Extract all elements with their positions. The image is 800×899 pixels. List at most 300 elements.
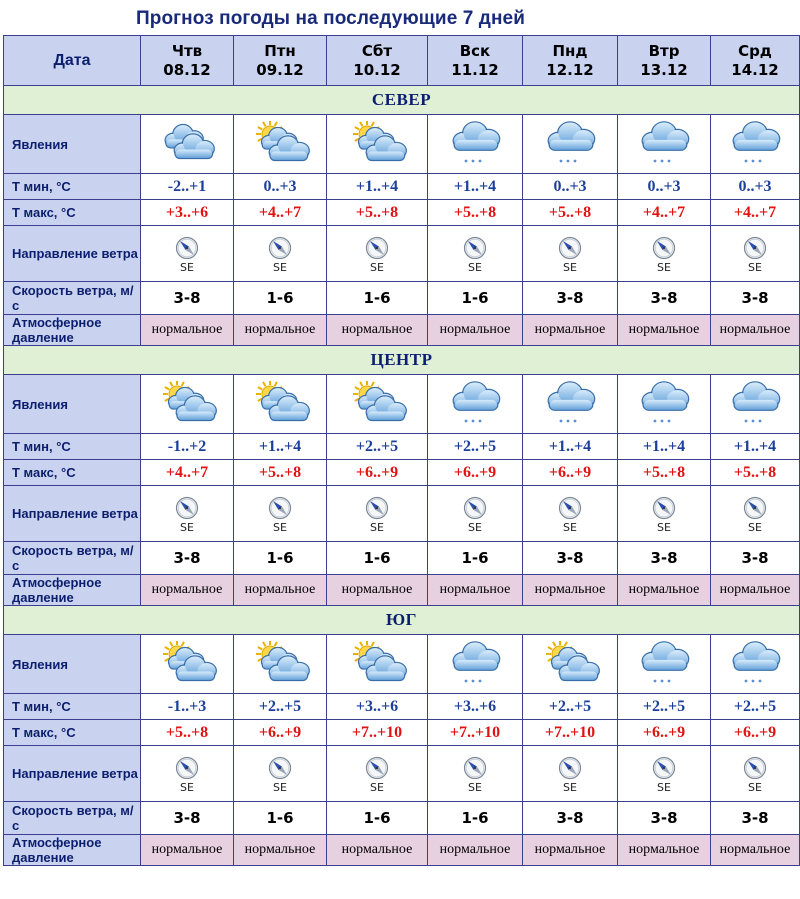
weather-cell <box>327 375 428 434</box>
day-name: Птн <box>264 41 296 60</box>
tmax-cell <box>234 720 327 746</box>
tmin-value: +1..+4 <box>453 177 497 195</box>
wind-direction-value: SE <box>370 780 384 794</box>
tmin-cell <box>618 694 711 720</box>
compass-icon <box>523 756 617 780</box>
tmin-cell <box>428 174 523 200</box>
row-label: Т макс, °С <box>4 200 141 226</box>
wind-direction-row <box>4 746 800 802</box>
compass-icon <box>234 756 326 780</box>
tmax-value: +6..+9 <box>258 723 302 741</box>
day-header <box>711 36 800 86</box>
wind-direction-cell <box>523 746 618 802</box>
weather-cell <box>141 115 234 174</box>
wind-direction-cell <box>618 746 711 802</box>
wind-speed-value: 1-6 <box>266 808 294 827</box>
partly-sunny-cloudy-icon <box>327 121 427 167</box>
wind-speed-value: 3-8 <box>556 288 584 307</box>
tmin-value: -2..+1 <box>167 177 207 195</box>
tmax-cell <box>711 720 800 746</box>
wind-direction-value: SE <box>748 260 762 274</box>
wind-speed-cell <box>327 802 428 835</box>
partly-sunny-cloudy-icon <box>234 121 326 167</box>
wind-speed-cell <box>523 802 618 835</box>
cloud-light-snow-icon <box>711 121 799 167</box>
tmin-cell <box>141 174 234 200</box>
cloud-light-snow-icon <box>618 381 710 427</box>
row-label: Т макс, °С <box>4 460 141 486</box>
pressure-row <box>4 575 800 606</box>
wind-speed-cell <box>618 802 711 835</box>
pressure-cell: нормальное <box>523 835 618 866</box>
pressure-cell: нормальное <box>428 835 523 866</box>
wind-direction-cell <box>618 486 711 542</box>
tmax-value: +6..+9 <box>733 723 777 741</box>
wind-speed-cell <box>234 282 327 315</box>
weather-cell <box>523 375 618 434</box>
pressure-cell: нормальное <box>327 575 428 606</box>
compass-icon <box>141 756 233 780</box>
day-name: Вск <box>459 41 491 60</box>
wind-direction-value: SE <box>180 260 194 274</box>
tmax-value: +4..+7 <box>165 463 209 481</box>
tmax-cell <box>618 720 711 746</box>
day-header <box>141 36 234 86</box>
wind-speed-value: 3-8 <box>173 808 201 827</box>
tmin-cell <box>327 434 428 460</box>
tmin-cell <box>711 694 800 720</box>
wind-direction-cell <box>327 486 428 542</box>
tmax-value: +4..+7 <box>733 203 777 221</box>
tmin-value: +3..+6 <box>453 697 497 715</box>
wind-speed-cell <box>618 542 711 575</box>
wind-speed-cell <box>428 802 523 835</box>
row-label: Т мин, °С <box>4 434 141 460</box>
pressure-cell: нормальное <box>618 575 711 606</box>
compass-icon <box>428 236 522 260</box>
wind-speed-value: 1-6 <box>363 548 391 567</box>
region-row <box>4 606 800 635</box>
pressure-cell: нормальное <box>711 575 800 606</box>
pressure-cell: нормальное <box>428 315 523 346</box>
cloud-light-snow-icon <box>428 641 522 687</box>
tmin-value: +2..+5 <box>258 697 302 715</box>
pressure-row <box>4 315 800 346</box>
wind-speed-cell <box>711 542 800 575</box>
wind-speed-value: 1-6 <box>461 548 489 567</box>
wind-direction-cell <box>141 746 234 802</box>
compass-icon <box>523 496 617 520</box>
wind-direction-value: SE <box>468 780 482 794</box>
wind-direction-value: SE <box>273 260 287 274</box>
tmin-cell <box>234 434 327 460</box>
partly-sunny-cloudy-icon <box>141 381 233 427</box>
tmin-value: +1..+4 <box>548 437 592 455</box>
weather-cell <box>523 115 618 174</box>
row-label: Т мин, °С <box>4 694 141 720</box>
row-label: Т мин, °С <box>4 174 141 200</box>
tmin-value: +1..+4 <box>642 437 686 455</box>
region-row <box>4 346 800 375</box>
wind-speed-value: 3-8 <box>173 548 201 567</box>
weather-cell <box>141 375 234 434</box>
row-label: Т макс, °С <box>4 720 141 746</box>
compass-icon <box>523 236 617 260</box>
tmax-cell <box>234 200 327 226</box>
compass-icon <box>141 236 233 260</box>
cloudy-icon <box>141 121 233 167</box>
day-date: 12.12 <box>546 60 594 79</box>
pressure-cell: нормальное <box>327 315 428 346</box>
date-header-label: Дата <box>4 36 141 86</box>
row-label: Атмосферное давление <box>4 315 141 346</box>
weather-cell <box>234 635 327 694</box>
tmax-cell <box>618 200 711 226</box>
row-label: Явления <box>4 635 141 694</box>
tmin-cell <box>618 434 711 460</box>
row-label: Явления <box>4 115 141 174</box>
tmin-cell <box>523 694 618 720</box>
wind-speed-cell <box>141 542 234 575</box>
wind-speed-cell <box>618 282 711 315</box>
tmin-row <box>4 434 800 460</box>
weather-cell <box>428 375 523 434</box>
tmax-cell <box>234 460 327 486</box>
cloud-light-snow-icon <box>711 641 799 687</box>
wind-direction-value: SE <box>563 260 577 274</box>
tmax-value: +4..+7 <box>258 203 302 221</box>
tmin-cell <box>711 174 800 200</box>
tmax-row <box>4 460 800 486</box>
wind-direction-cell <box>141 486 234 542</box>
tmax-cell <box>428 720 523 746</box>
wind-speed-value: 3-8 <box>741 808 769 827</box>
compass-icon <box>234 236 326 260</box>
wind-direction-value: SE <box>657 260 671 274</box>
tmax-cell <box>327 460 428 486</box>
tmin-value: 0..+3 <box>263 177 297 195</box>
pressure-row <box>4 835 800 866</box>
wind-direction-cell <box>327 746 428 802</box>
pressure-cell: нормальное <box>711 315 800 346</box>
pressure-cell: нормальное <box>428 575 523 606</box>
wind-speed-cell <box>141 282 234 315</box>
compass-icon <box>618 496 710 520</box>
tmax-cell <box>711 200 800 226</box>
wind-direction-value: SE <box>273 520 287 534</box>
tmin-cell <box>327 694 428 720</box>
tmax-cell <box>711 460 800 486</box>
wind-direction-cell <box>618 226 711 282</box>
row-label: Атмосферное давление <box>4 835 141 866</box>
weather-cell <box>523 635 618 694</box>
tmax-value: +7..+10 <box>544 723 596 741</box>
tmax-cell <box>523 460 618 486</box>
weather-cell <box>428 635 523 694</box>
region-title: ЮГ <box>4 606 800 635</box>
tmin-value: 0..+3 <box>647 177 681 195</box>
wind-direction-cell <box>327 226 428 282</box>
wind-direction-cell <box>523 486 618 542</box>
tmin-cell <box>234 174 327 200</box>
wind-direction-value: SE <box>468 520 482 534</box>
partly-sunny-cloudy-icon <box>327 381 427 427</box>
wind-speed-cell <box>711 802 800 835</box>
wind-speed-value: 3-8 <box>173 288 201 307</box>
weather-cell <box>618 635 711 694</box>
cloud-light-snow-icon <box>618 641 710 687</box>
wind-direction-value: SE <box>180 780 194 794</box>
weather-cell <box>428 115 523 174</box>
tmax-value: +5..+8 <box>165 723 209 741</box>
wind-direction-value: SE <box>370 260 384 274</box>
weather-cell <box>711 375 800 434</box>
header-row <box>4 36 800 86</box>
tmax-value: +6..+9 <box>642 723 686 741</box>
wind-direction-value: SE <box>273 780 287 794</box>
day-date: 10.12 <box>353 60 401 79</box>
wind-direction-value: SE <box>563 780 577 794</box>
wind-speed-value: 3-8 <box>556 548 584 567</box>
compass-icon <box>618 236 710 260</box>
day-header <box>618 36 711 86</box>
compass-icon <box>711 756 799 780</box>
compass-icon <box>618 756 710 780</box>
tmin-cell <box>141 434 234 460</box>
tmin-cell <box>523 174 618 200</box>
pressure-cell: нормальное <box>234 835 327 866</box>
tmax-cell <box>141 200 234 226</box>
wind-direction-value: SE <box>180 520 194 534</box>
day-date: 14.12 <box>731 60 779 79</box>
weather-cell <box>327 635 428 694</box>
tmax-value: +5..+8 <box>355 203 399 221</box>
tmax-row <box>4 200 800 226</box>
wind-speed-cell <box>327 282 428 315</box>
tmax-value: +5..+8 <box>258 463 302 481</box>
cloud-light-snow-icon <box>618 121 710 167</box>
wind-speed-cell <box>141 802 234 835</box>
compass-icon <box>327 496 427 520</box>
day-name: Чтв <box>171 41 203 60</box>
partly-sunny-cloudy-icon <box>234 641 326 687</box>
weather-cell <box>327 115 428 174</box>
wind-speed-row <box>4 802 800 835</box>
page-title: Прогноз погоды на последующие 7 дней <box>136 8 525 29</box>
wind-direction-value: SE <box>748 520 762 534</box>
wind-speed-value: 3-8 <box>741 288 769 307</box>
wind-speed-value: 3-8 <box>650 288 678 307</box>
tmin-value: +1..+4 <box>355 177 399 195</box>
compass-icon <box>711 236 799 260</box>
wind-direction-value: SE <box>563 520 577 534</box>
compass-icon <box>141 496 233 520</box>
phenomena-row <box>4 375 800 434</box>
day-header <box>428 36 523 86</box>
wind-direction-cell <box>141 226 234 282</box>
wind-speed-value: 1-6 <box>363 808 391 827</box>
wind-speed-value: 1-6 <box>363 288 391 307</box>
wind-direction-cell <box>523 226 618 282</box>
tmax-cell <box>141 460 234 486</box>
region-title: СЕВЕР <box>4 86 800 115</box>
tmin-row <box>4 694 800 720</box>
tmin-cell <box>234 694 327 720</box>
wind-direction-cell <box>428 486 523 542</box>
day-date: 09.12 <box>256 60 304 79</box>
weather-cell <box>618 115 711 174</box>
cloud-light-snow-icon <box>711 381 799 427</box>
day-date: 13.12 <box>640 60 688 79</box>
region-title: ЦЕНТР <box>4 346 800 375</box>
tmax-row <box>4 720 800 746</box>
wind-speed-value: 1-6 <box>461 808 489 827</box>
day-name: Пнд <box>552 41 588 60</box>
weather-cell <box>711 635 800 694</box>
day-header <box>523 36 618 86</box>
cloud-light-snow-icon <box>523 121 617 167</box>
row-label: Скорость ветра, м/с <box>4 542 141 575</box>
pressure-cell: нормальное <box>234 315 327 346</box>
tmin-value: +2..+5 <box>453 437 497 455</box>
tmax-value: +7..+10 <box>351 723 403 741</box>
pressure-cell: нормальное <box>141 315 234 346</box>
tmin-cell <box>428 694 523 720</box>
wind-speed-value: 3-8 <box>556 808 584 827</box>
tmax-value: +4..+7 <box>642 203 686 221</box>
tmax-value: +7..+10 <box>449 723 501 741</box>
wind-speed-value: 1-6 <box>461 288 489 307</box>
wind-speed-value: 1-6 <box>266 288 294 307</box>
partly-sunny-cloudy-icon <box>234 381 326 427</box>
cloud-light-snow-icon <box>428 381 522 427</box>
tmax-value: +5..+8 <box>642 463 686 481</box>
day-name: Втр <box>648 41 680 60</box>
tmin-value: -1..+2 <box>167 437 207 455</box>
wind-direction-row <box>4 226 800 282</box>
row-label: Направление ветра <box>4 746 141 802</box>
wind-speed-row <box>4 542 800 575</box>
tmin-cell <box>327 174 428 200</box>
weather-cell <box>141 635 234 694</box>
wind-speed-value: 3-8 <box>741 548 769 567</box>
wind-direction-cell <box>234 226 327 282</box>
tmin-value: 0..+3 <box>553 177 587 195</box>
day-name: Срд <box>738 41 772 60</box>
tmin-cell <box>618 174 711 200</box>
day-header <box>234 36 327 86</box>
day-name: Сбт <box>361 41 393 60</box>
compass-icon <box>327 236 427 260</box>
wind-direction-value: SE <box>468 260 482 274</box>
wind-speed-cell <box>523 282 618 315</box>
tmax-value: +3..+6 <box>165 203 209 221</box>
wind-speed-cell <box>327 542 428 575</box>
pressure-cell: нормальное <box>234 575 327 606</box>
wind-direction-value: SE <box>370 520 384 534</box>
tmax-cell <box>618 460 711 486</box>
tmax-cell <box>141 720 234 746</box>
compass-icon <box>234 496 326 520</box>
tmin-value: 0..+3 <box>738 177 772 195</box>
wind-direction-cell <box>711 746 800 802</box>
wind-direction-value: SE <box>748 780 762 794</box>
wind-speed-cell <box>428 282 523 315</box>
day-header <box>327 36 428 86</box>
row-label: Скорость ветра, м/с <box>4 802 141 835</box>
tmax-cell <box>523 720 618 746</box>
pressure-cell: нормальное <box>711 835 800 866</box>
pressure-cell: нормальное <box>327 835 428 866</box>
compass-icon <box>428 496 522 520</box>
row-label: Направление ветра <box>4 486 141 542</box>
wind-direction-cell <box>428 746 523 802</box>
row-label: Явления <box>4 375 141 434</box>
tmin-value: +3..+6 <box>355 697 399 715</box>
wind-direction-cell <box>428 226 523 282</box>
wind-speed-cell <box>711 282 800 315</box>
wind-speed-row <box>4 282 800 315</box>
partly-sunny-cloudy-icon <box>327 641 427 687</box>
tmax-value: +6..+9 <box>548 463 592 481</box>
tmax-cell <box>428 460 523 486</box>
pressure-cell: нормальное <box>618 835 711 866</box>
region-row <box>4 86 800 115</box>
weather-cell <box>234 115 327 174</box>
tmin-value: +2..+5 <box>733 697 777 715</box>
tmin-value: +2..+5 <box>548 697 592 715</box>
tmin-value: -1..+3 <box>167 697 207 715</box>
tmax-cell <box>327 200 428 226</box>
tmin-cell <box>141 694 234 720</box>
pressure-cell: нормальное <box>523 575 618 606</box>
weather-cell <box>711 115 800 174</box>
day-date: 08.12 <box>163 60 211 79</box>
wind-speed-value: 1-6 <box>266 548 294 567</box>
pressure-cell: нормальное <box>618 315 711 346</box>
cloud-light-snow-icon <box>428 121 522 167</box>
wind-direction-value: SE <box>657 780 671 794</box>
wind-speed-value: 3-8 <box>650 808 678 827</box>
tmax-value: +5..+8 <box>548 203 592 221</box>
tmax-value: +6..+9 <box>355 463 399 481</box>
tmax-value: +5..+8 <box>453 203 497 221</box>
row-label: Направление ветра <box>4 226 141 282</box>
wind-speed-cell <box>523 542 618 575</box>
wind-speed-cell <box>234 802 327 835</box>
wind-direction-cell <box>711 226 800 282</box>
tmax-cell <box>428 200 523 226</box>
tmin-cell <box>523 434 618 460</box>
partly-sunny-cloudy-icon <box>523 641 617 687</box>
row-label: Атмосферное давление <box>4 575 141 606</box>
wind-direction-cell <box>234 486 327 542</box>
day-date: 11.12 <box>451 60 499 79</box>
phenomena-row <box>4 115 800 174</box>
wind-direction-row <box>4 486 800 542</box>
tmax-cell <box>327 720 428 746</box>
tmin-cell <box>428 434 523 460</box>
compass-icon <box>428 756 522 780</box>
tmin-value: +1..+4 <box>733 437 777 455</box>
wind-direction-cell <box>234 746 327 802</box>
tmin-value: +2..+5 <box>355 437 399 455</box>
tmax-value: +5..+8 <box>733 463 777 481</box>
wind-speed-cell <box>234 542 327 575</box>
wind-speed-value: 3-8 <box>650 548 678 567</box>
weather-cell <box>234 375 327 434</box>
phenomena-row <box>4 635 800 694</box>
